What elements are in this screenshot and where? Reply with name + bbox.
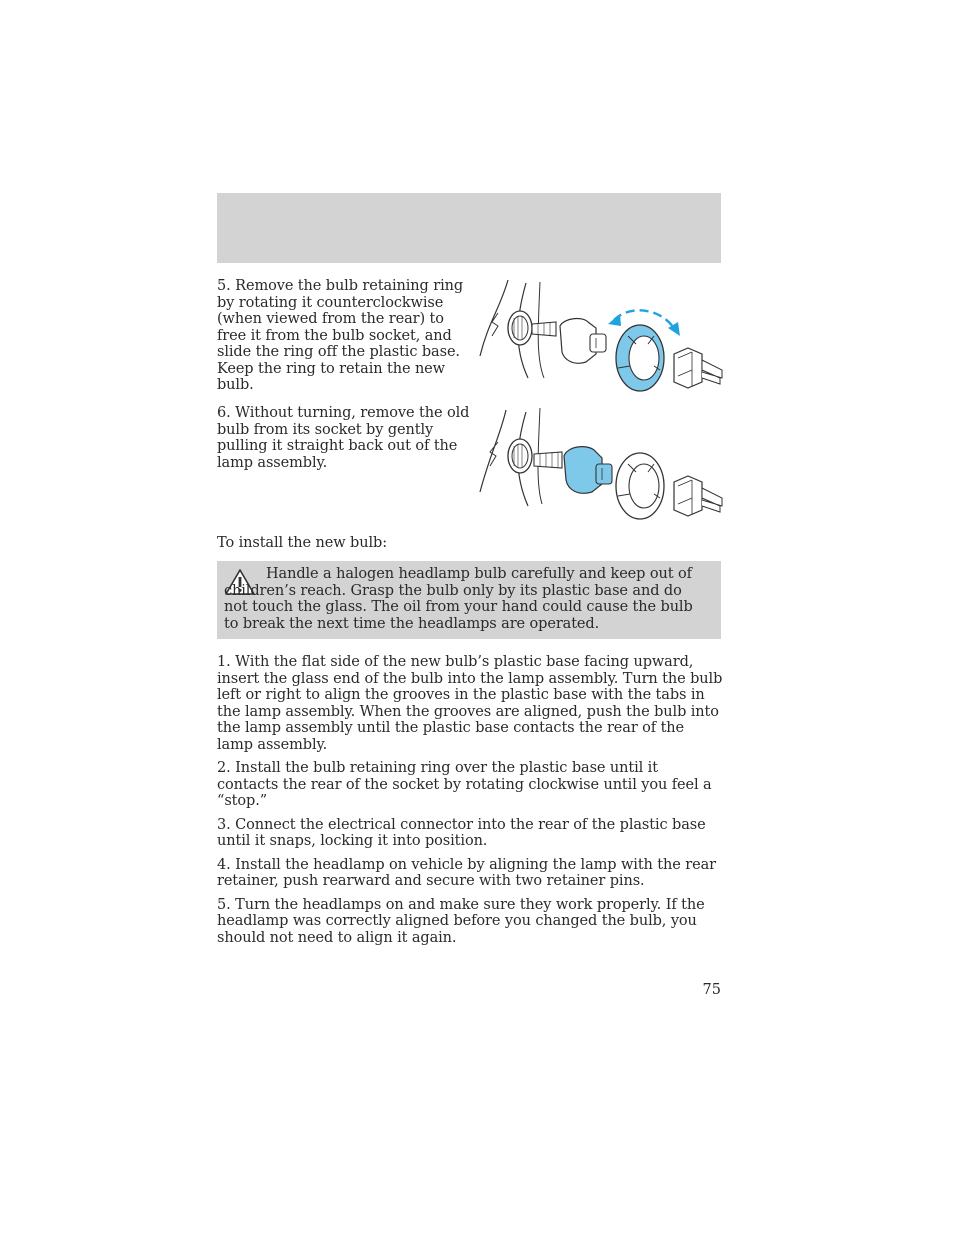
retaining-ring-removal-illustration [478,278,726,398]
install-step: 5. Turn the headlamps on and make sure they work properly. If the headlamp was correctly aligned before you changed the bulb, you should not need to align it again. [217,896,705,946]
install-steps [217,654,723,953]
install-step: 4. Install the headlamp on vehicle by aligning the lamp with the rear retainer, push rearward and secure with two retainer pins. [217,856,716,889]
install-step: 3. Connect the electrical connector into the rear of the plastic base until it snaps, locking it into position. [217,816,706,849]
step5-paragraph: 5. Remove the bulb retaining ring by rotating it counterclockwise (when viewed from the rear) to free it from the bulb socket, and slide the ring off the plastic base. Keep the ring to retain the new bulb. [217,278,464,393]
section-header-bar [217,193,721,263]
install-intro-text: To install the new bulb: [217,535,387,551]
warning-box [217,561,721,639]
step6-paragraph: 6. Without turning, remove the old bulb from its socket by gently pulling it straight back out of the lamp assembly. [217,405,470,471]
page-number: 75 [702,982,721,998]
install-step: 1. With the flat side of the new bulb’s plastic base facing upward, insert the glass end of the bulb into the lamp assembly. Turn the bulb left or right to align the grooves in the plastic base with the tabs in the lamp assembly. When the grooves are aligned, push the bulb into the lamp assembly until the plastic base contacts the rear of the lamp assembly. [217,654,723,753]
warning-text: Handle a halogen headlamp bulb carefully and keep out of children’s reach. Grasp the bulb only by its plastic base and do not touch the glass. The oil from your hand could cause the bulb to break the next time the headlamps are operated. [224,566,693,632]
bulb-removal-illustration [478,406,726,526]
install-step: 2. Install the bulb retaining ring over the plastic base until it contacts the rear of the socket by rotating clockwise until you feel a “stop.” [217,760,712,809]
